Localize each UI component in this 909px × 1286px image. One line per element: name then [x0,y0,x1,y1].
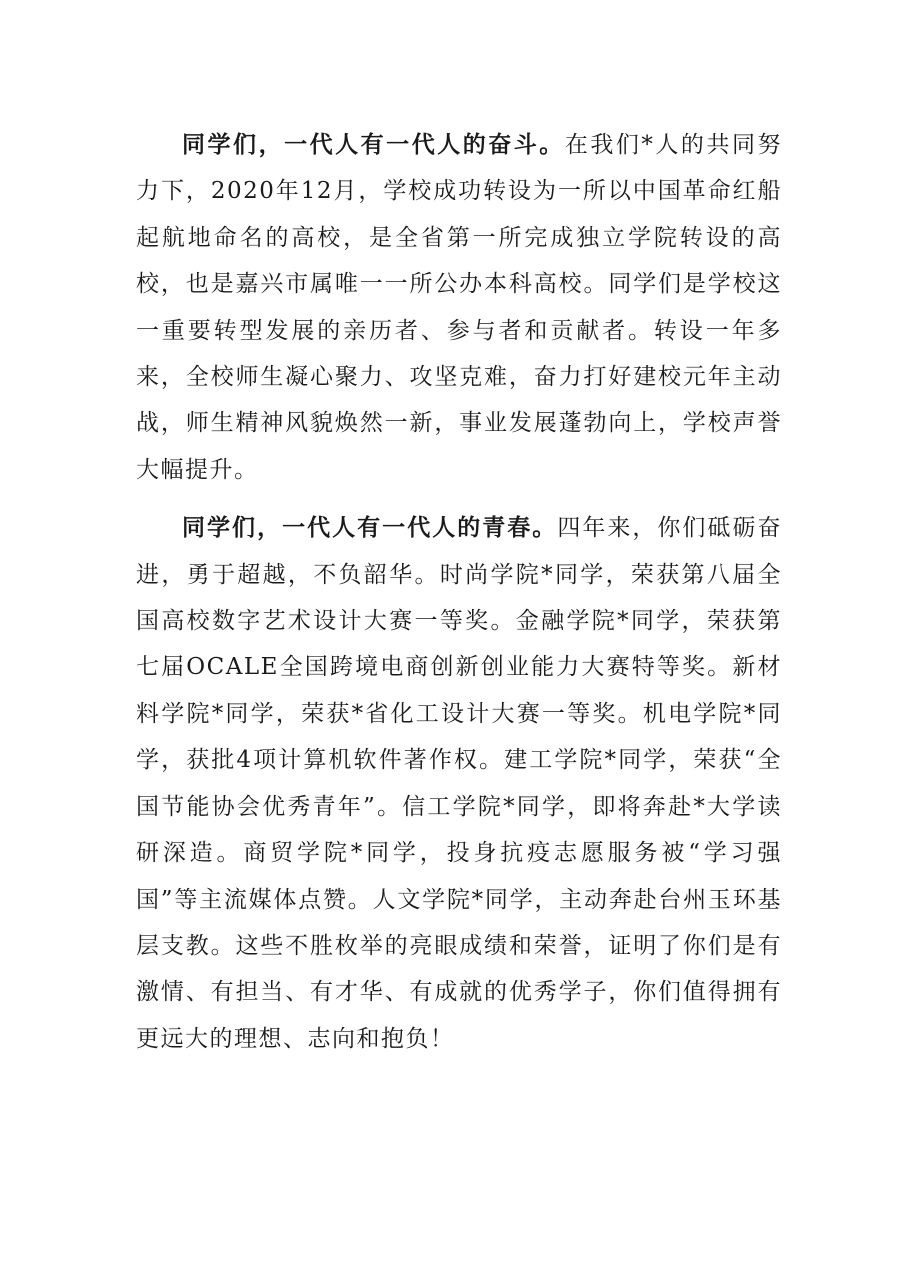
paragraph-youth [136,505,782,1062]
paragraph-struggle [136,122,782,493]
paragraph-text-youth: 四年来，你们砥砺奋进，勇于超越，不负韶华。时尚学院*同学，荣获第八届全国高校数字艺术设计大赛一等奖。金融学院*同学，荣获第七届OCALE全国跨境电商创新创业能力大赛特等奖。新材料学院*同学，荣获*省化工设计大赛一等奖。机电学院*同学，获批4项计算机软件著作权。建工学院*同学，荣获“全国节能协会优秀青年”。信工学院*同学，即将奔赴*大学读研深造。商贸学院*同学，投身抗疫志愿服务被“学习强国”等主流媒体点赞。人文学院*同学，主动奔赴台州玉环基层支教。这些不胜枚举的亮眼成绩和荣誉，证明了你们是有激情、有担当、有才华、有成就的优秀学子，你们值得拥有更远大的理想、志向和抱负！ [136,515,783,1052]
document-body [136,122,782,1062]
paragraph-text-struggle: 在我们*人的共同努力下，2020年12月，学校成功转设为一所以中国革命红船起航地命名的高校，是全省第一所完成独立学院转设的高校，也是嘉兴市属唯一一所公办本科高校。同学们是学校这一重要转型发展的亲历者、参与者和贡献者。转设一年多来，全校师生凝心聚力、攻坚克难，奋力打好建校元年主动战，师生精神风貌焕然一新，事业发展蓬勃向上，学校声誉大幅提升。 [136,132,783,483]
paragraph-lead-youth: 同学们，一代人有一代人的青春。 [182,514,558,542]
paragraph-lead-struggle: 同学们，一代人有一代人的奋斗。 [182,131,565,158]
